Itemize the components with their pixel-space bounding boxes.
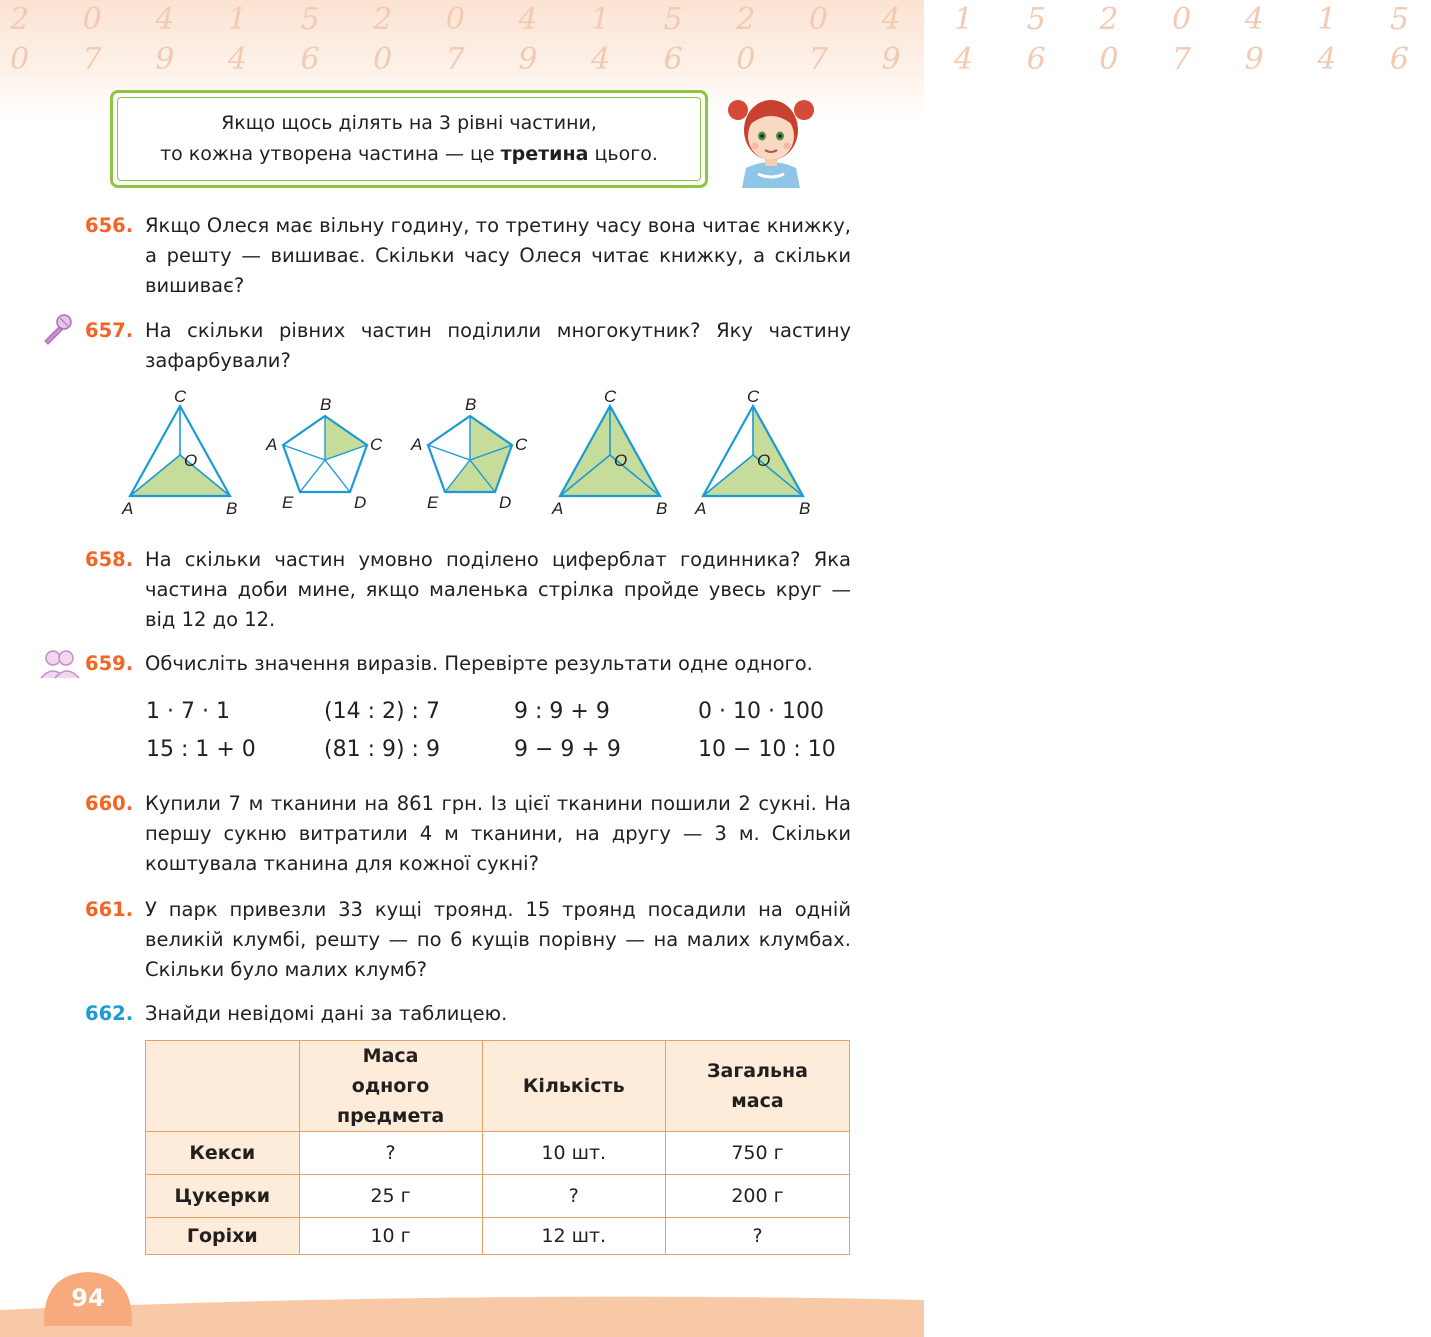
label-d: D xyxy=(354,493,367,512)
table-cell: 750 г xyxy=(665,1132,849,1175)
table-row xyxy=(146,1175,850,1218)
figure-triangle-3 xyxy=(693,382,823,522)
task-text: Обчисліть значення виразів. Перевірте результати одне одного. xyxy=(145,652,813,675)
rule-line-1: Якщо щось ділять на 3 рівні частини, xyxy=(221,112,597,134)
task-660 xyxy=(85,789,851,879)
decorative-digits: 2 0 4 1 5 2 0 4 1 5 2 0 4 1 5 2 0 4 1 5 0 7 9 4 6 0 7 9 4 6 0 7 9 4 6 0 7 9 4 6 xyxy=(10,2,1431,77)
task-661 xyxy=(85,895,851,985)
girl-character-icon xyxy=(728,88,814,188)
rule-text xyxy=(117,97,701,181)
task-text: На скільки частин умовно поділено циферблат годинника? Яка частина доби мине, якщо маленька стрілка пройде увесь круг — від 12 до 12. xyxy=(145,548,851,631)
rule-line-2-before: то кожна утворена частина — це xyxy=(160,143,495,165)
figure-pentagon-1 xyxy=(260,382,390,522)
label-b: B xyxy=(465,395,477,414)
label-d: D xyxy=(499,493,512,512)
table-header-cell: Кількість xyxy=(482,1041,665,1132)
label-c: C xyxy=(747,387,760,406)
task-662 xyxy=(85,999,851,1029)
rule-line-2-after: цього. xyxy=(594,143,658,165)
rule-line-2 xyxy=(160,139,658,170)
task-text: Якщо Олеся має вільну годину, то третину часу вона читає книжку, а решту — вишиває. Скільки часу Олеся читає книжку, а скільки вишиває? xyxy=(145,214,851,297)
label-c: C xyxy=(604,387,617,406)
task-number: 656. xyxy=(85,214,134,237)
rule-keyword: третина xyxy=(500,143,589,165)
label-o: O xyxy=(614,451,628,470)
task-text: Знайди невідомі дані за таблицею. xyxy=(145,1002,508,1025)
table-row-header: Горіхи xyxy=(146,1218,300,1255)
task-659 xyxy=(85,649,851,679)
task-657 xyxy=(85,316,851,376)
label-a: A xyxy=(122,499,134,518)
table-header-cell xyxy=(146,1041,300,1132)
task-number: 661. xyxy=(85,898,134,921)
label-c: C xyxy=(515,435,528,454)
label-o: O xyxy=(757,451,771,470)
page-number: 94 xyxy=(71,1284,105,1312)
table-header-cell: Загальна маса xyxy=(665,1041,849,1132)
task-number: 660. xyxy=(85,792,134,815)
label-a: A xyxy=(411,435,423,454)
figure-pentagon-2 xyxy=(405,382,535,522)
table-cell: 25 г xyxy=(299,1175,482,1218)
task-658 xyxy=(85,545,851,635)
expression: (14 : 2) : 7 xyxy=(324,699,440,724)
label-c: C xyxy=(174,387,187,406)
table-cell: ? xyxy=(299,1132,482,1175)
task-number: 662. xyxy=(85,1002,134,1025)
label-c: C xyxy=(370,435,383,454)
task-number: 657. xyxy=(85,319,134,342)
table-header-row xyxy=(146,1041,850,1132)
task-number: 659. xyxy=(85,652,134,675)
figures-row xyxy=(110,382,850,522)
pair-work-icon xyxy=(40,648,80,680)
task-text: Купили 7 м тканини на 861 грн. Із цієї тканини пошили 2 сукні. На першу сукню витратили 4 м тканини, на другу — 3 м. Скільки коштувала тканина для кожної сукні? xyxy=(145,792,851,875)
table-cell: ? xyxy=(665,1218,849,1255)
table-cell: 10 г xyxy=(299,1218,482,1255)
microphone-icon xyxy=(40,312,74,346)
label-b: B xyxy=(320,395,332,414)
figure-triangle-2 xyxy=(550,382,680,522)
expression: 9 − 9 + 9 xyxy=(514,737,621,762)
task-text: У парк привезли 33 кущі троянд. 15 троянд посадили на одній великій клумбі, решту — по 6 кущів порівну — на малих клумбах. Скільки було малих клумб? xyxy=(145,898,851,981)
table-cell: 200 г xyxy=(665,1175,849,1218)
table-row-header: Цукерки xyxy=(146,1175,300,1218)
expression: 15 : 1 + 0 xyxy=(146,737,256,762)
table-cell: 10 шт. xyxy=(482,1132,665,1175)
table-cell: 12 шт. xyxy=(482,1218,665,1255)
data-table xyxy=(145,1040,850,1255)
expression: (81 : 9) : 9 xyxy=(324,737,440,762)
footer-band xyxy=(0,1290,924,1337)
table-cell: ? xyxy=(482,1175,665,1218)
expression: 9 : 9 + 9 xyxy=(514,699,610,724)
label-o: O xyxy=(184,451,198,470)
label-b: B xyxy=(656,499,668,518)
label-e: E xyxy=(427,493,439,512)
table-row xyxy=(146,1218,850,1255)
table-row xyxy=(146,1132,850,1175)
figure-triangle-1 xyxy=(120,382,250,522)
expression: 10 − 10 : 10 xyxy=(698,737,836,762)
expression: 1 · 7 · 1 xyxy=(146,699,230,724)
label-a: A xyxy=(552,499,564,518)
table-header-cell: Маса одного предмета xyxy=(299,1041,482,1132)
label-a: A xyxy=(695,499,707,518)
task-656 xyxy=(85,211,851,301)
label-b: B xyxy=(226,499,238,518)
task-number: 658. xyxy=(85,548,134,571)
label-b: B xyxy=(799,499,811,518)
expression: 0 · 10 · 100 xyxy=(698,699,824,724)
label-e: E xyxy=(282,493,294,512)
rule-box xyxy=(110,90,708,188)
label-a: A xyxy=(266,435,278,454)
task-text: На скільки рівних частин поділили многокутник? Яку частину зафарбували? xyxy=(145,319,851,372)
table-row-header: Кекси xyxy=(146,1132,300,1175)
